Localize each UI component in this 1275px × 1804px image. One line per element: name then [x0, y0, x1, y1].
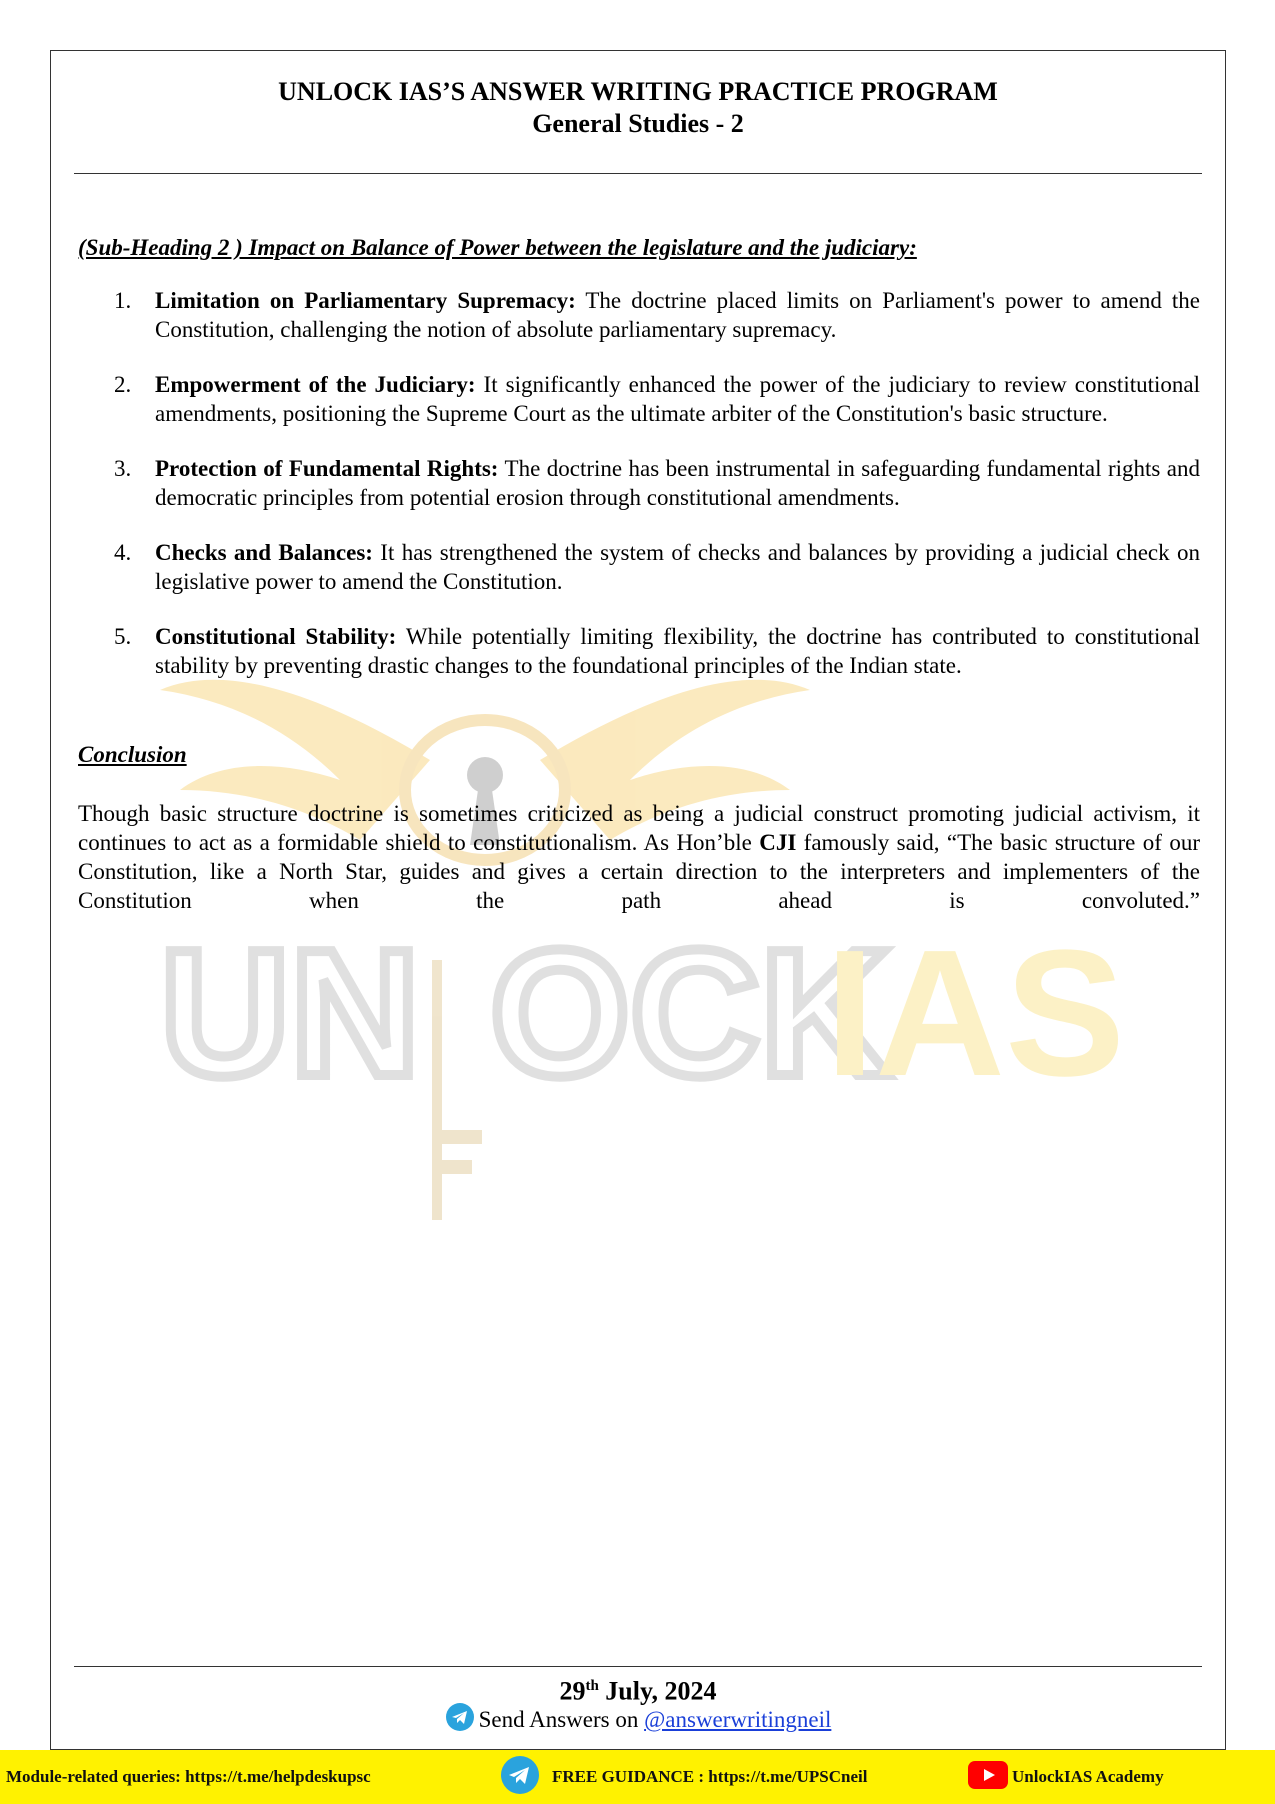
send-answers-line [50, 1702, 1226, 1741]
list-item [78, 622, 1200, 680]
item-title: Empowerment of the Judiciary: [155, 372, 476, 397]
answer-body [78, 233, 1200, 915]
date-suffix: th [585, 1678, 599, 1694]
item-number: 5. [114, 624, 132, 649]
date-day: 29 [559, 1676, 586, 1706]
telegram-icon [500, 1755, 540, 1800]
telegram-icon [445, 1702, 475, 1741]
youtube-channel-name: UnlockIAS Academy [1012, 1767, 1164, 1786]
conclusion-text-2: famously said, “The basic structure of our Constitution, like a North Star, guides and gives a certain direction to the interpreters and implementers of the Constitution when the path ahead is convoluted.” [78, 830, 1200, 913]
item-text: It has strengthened the system of checks and balances by providing a judicial check on legislative power to amend the Constitution. [155, 540, 1200, 594]
module-queries-link[interactable]: Module-related queries: https://t.me/helpdeskupsc [6, 1767, 371, 1786]
free-guidance-text: FREE GUIDANCE : https://t.me/UPSCneil [552, 1767, 868, 1786]
paper-subtitle: General Studies - 2 [532, 109, 744, 138]
item-number: 1. [114, 288, 132, 313]
telegram-handle-link[interactable]: @answerwritingneil [644, 1706, 832, 1732]
header-divider [74, 173, 1202, 174]
send-prefix: Send Answers on [478, 1706, 645, 1732]
svg-text:UN: UN [160, 913, 420, 1114]
svg-text:OCK: OCK [490, 913, 890, 1114]
program-title: UNLOCK IAS’S ANSWER WRITING PRACTICE PROGRAM [278, 77, 998, 106]
points-list [78, 286, 1200, 680]
item-text: While potentially limiting flexibility, the doctrine has contributed to constitutional stability by preventing drastic changes to the foundational principles of the Indian state. [155, 624, 1200, 678]
item-text: It significantly enhanced the power of the judiciary to review constitutional amendments, positioning the Supreme Court as the ultimate arbiter of the Constitution's basic structure. [155, 372, 1200, 426]
conclusion-paragraph [78, 799, 1200, 915]
footer-bar [0, 1750, 1275, 1804]
item-title: Constitutional Stability: [155, 624, 397, 649]
item-text: The doctrine placed limits on Parliament's power to amend the Constitution, challenging the notion of absolute parliamentary supremacy. [155, 288, 1200, 342]
page-header [50, 76, 1226, 140]
conclusion-heading: Conclusion [78, 742, 187, 767]
item-title: Limitation on Parliamentary Supremacy: [155, 288, 576, 313]
subheading: (Sub-Heading 2 ) Impact on Balance of Power between the legislature and the judiciary: [78, 235, 917, 260]
conclusion-text-1: Though basic structure doctrine is sometimes criticized as being a judicial construct promoting judicial activism, it continues to act as a formidable shield to constitutionalism. As Hon’ble [78, 801, 1200, 855]
item-title: Checks and Balances: [155, 540, 373, 565]
item-title: Protection of Fundamental Rights: [155, 456, 499, 481]
free-guidance-link[interactable] [500, 1750, 867, 1804]
date-rest: July, 2024 [598, 1676, 717, 1706]
item-number: 4. [114, 540, 132, 565]
youtube-icon [968, 1761, 1008, 1794]
youtube-channel-link[interactable] [968, 1750, 1164, 1804]
list-item [78, 538, 1200, 596]
svg-text:IAS: IAS [825, 913, 1126, 1114]
conclusion-bold: CJI [759, 830, 797, 855]
item-number: 3. [114, 456, 132, 481]
list-item [78, 454, 1200, 512]
list-item [78, 370, 1200, 428]
item-text: The doctrine has been instrumental in safeguarding fundamental rights and democratic principles from potential erosion through constitutional amendments. [155, 456, 1200, 510]
list-item [78, 286, 1200, 344]
item-number: 2. [114, 372, 132, 397]
footer-divider [74, 1666, 1202, 1667]
